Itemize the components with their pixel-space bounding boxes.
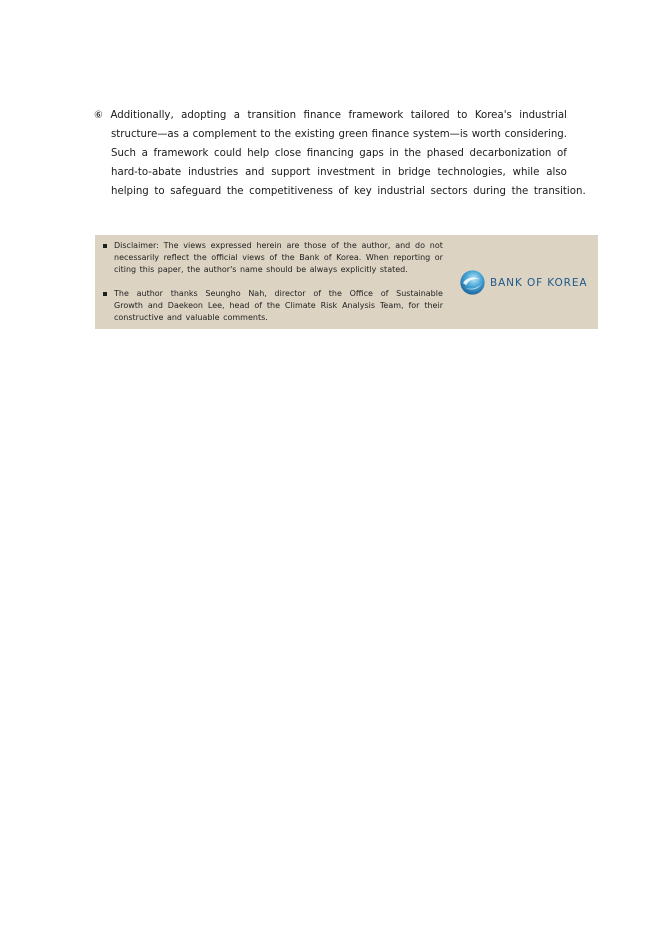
word: key	[353, 186, 372, 197]
word: the	[511, 186, 529, 197]
word: the	[404, 148, 422, 159]
word: reflect	[163, 253, 190, 263]
word: Nah,	[248, 289, 267, 298]
note-line	[114, 288, 443, 300]
word: those	[304, 241, 327, 250]
square-bullet-icon	[103, 244, 107, 248]
word: Office	[349, 289, 373, 298]
word: of	[323, 253, 332, 263]
word: a	[182, 129, 189, 140]
word: Bank	[299, 253, 320, 263]
word: necessarily	[114, 253, 160, 263]
word: the	[281, 253, 295, 263]
word: The	[114, 289, 129, 298]
word: to	[260, 129, 271, 140]
word: Climate	[284, 301, 316, 311]
word: and	[395, 241, 411, 250]
word: Seungho	[205, 289, 241, 298]
word: Daekeon	[167, 301, 203, 311]
disclaimer-note	[103, 240, 443, 277]
word: financing	[306, 148, 354, 159]
acknowledgement-note	[103, 288, 443, 325]
word: should	[266, 265, 293, 275]
word: during	[473, 186, 506, 197]
word: decarbonization	[469, 148, 552, 159]
word: hard-to-abate	[111, 167, 182, 178]
word: be	[296, 265, 307, 275]
word: investment	[317, 167, 375, 178]
word: Analysis	[342, 301, 376, 311]
word: the	[193, 253, 207, 263]
word: transition	[247, 110, 297, 121]
word: could	[213, 148, 242, 159]
word: and	[245, 167, 265, 178]
word: for	[408, 301, 420, 311]
word: are	[286, 241, 300, 250]
word: the	[187, 265, 201, 275]
word: expressed	[210, 241, 252, 250]
word: system—is	[412, 129, 468, 140]
word: help	[247, 148, 270, 159]
word: structure—as	[111, 129, 179, 140]
paragraph-line	[94, 106, 567, 125]
word: of	[338, 186, 349, 197]
word: gaps	[359, 148, 384, 159]
word: of	[380, 289, 389, 298]
circled-number-marker: ⑥	[94, 110, 103, 121]
word: in	[381, 167, 392, 178]
word: or	[434, 253, 443, 263]
word: reporting	[393, 253, 431, 263]
word: their	[424, 301, 443, 311]
word: the	[226, 186, 244, 197]
word: industrial	[377, 186, 426, 197]
word: complement	[192, 129, 257, 140]
word: not	[429, 241, 443, 250]
word: worth	[471, 129, 501, 140]
bank-of-korea-logo-text: BANK OF KOREA	[490, 276, 588, 289]
word: herein	[256, 241, 282, 250]
word: of	[269, 253, 278, 263]
word: citing	[114, 265, 137, 275]
word: support	[271, 167, 311, 178]
note-line	[114, 252, 443, 264]
word: adopting	[181, 110, 227, 121]
word: Sustainable	[396, 289, 443, 298]
word: the	[343, 241, 357, 250]
word: transition.	[533, 186, 586, 197]
word: sectors	[430, 186, 468, 197]
word: phased	[426, 148, 464, 159]
word: valuable	[185, 313, 220, 323]
note-line	[114, 300, 443, 312]
paragraph-line	[111, 144, 567, 163]
word: framework	[153, 148, 209, 159]
word: existing	[294, 129, 335, 140]
word: helping	[111, 186, 149, 197]
word: tailored	[410, 110, 450, 121]
word: competitiveness	[249, 186, 333, 197]
bank-of-korea-emblem-icon	[459, 269, 486, 296]
word: green	[338, 129, 368, 140]
word: technologies,	[437, 167, 506, 178]
square-bullet-icon	[103, 292, 107, 296]
word: Such	[111, 148, 136, 159]
word: author,	[361, 241, 391, 250]
word: considering.	[504, 129, 567, 140]
word: to	[154, 186, 165, 197]
word: Korea's	[474, 110, 512, 121]
word: while	[512, 167, 540, 178]
word: director	[274, 289, 306, 298]
word: close	[274, 148, 302, 159]
paragraph-line	[111, 125, 567, 144]
word: paper,	[157, 265, 184, 275]
word: in	[389, 148, 399, 159]
word: comments.	[223, 313, 268, 323]
disclaimer-box	[95, 235, 598, 329]
word: author's	[203, 265, 237, 275]
bank-of-korea-logo	[459, 269, 588, 296]
word: also	[546, 167, 567, 178]
paragraph-line	[111, 182, 586, 201]
word: stated.	[379, 265, 408, 275]
word: of	[331, 241, 339, 250]
word: always	[309, 265, 338, 275]
word: head	[229, 301, 250, 311]
word: Risk	[320, 301, 338, 311]
word: Disclaimer:	[114, 241, 159, 250]
word: industrial	[519, 110, 567, 121]
note-line	[114, 240, 443, 252]
word: of	[313, 289, 322, 298]
word: Korea.	[336, 253, 362, 263]
word: explicitly	[340, 265, 377, 275]
word: and	[166, 313, 183, 323]
word: to	[457, 110, 468, 121]
word: safeguard	[170, 186, 222, 197]
word: bridge	[397, 167, 431, 178]
word: the	[274, 129, 292, 140]
word: framework	[348, 110, 404, 121]
word: the	[266, 301, 281, 311]
word: author	[136, 289, 163, 298]
word: Lee,	[207, 301, 225, 311]
word: the	[328, 289, 342, 298]
word: The	[163, 241, 179, 250]
word: Team,	[379, 301, 404, 311]
word: industries	[188, 167, 239, 178]
note-line	[114, 312, 443, 324]
word: views	[183, 241, 206, 250]
word: a	[141, 148, 148, 159]
word: a	[233, 110, 241, 121]
word: of	[254, 301, 263, 311]
word: official	[211, 253, 238, 263]
paragraph-line	[111, 163, 567, 182]
word: thanks	[170, 289, 198, 298]
word: finance	[371, 129, 410, 140]
word: finance	[303, 110, 341, 121]
word: Growth	[114, 301, 143, 311]
numbered-paragraph	[94, 106, 586, 201]
word: do	[415, 241, 426, 250]
word: Additionally,	[110, 110, 174, 121]
word: constructive	[114, 313, 164, 323]
word: and	[147, 301, 163, 311]
word: When	[365, 253, 389, 263]
word: views	[242, 253, 265, 263]
note-line	[114, 264, 443, 276]
word: of	[557, 148, 567, 159]
word: this	[139, 265, 155, 275]
word: name	[239, 265, 263, 275]
